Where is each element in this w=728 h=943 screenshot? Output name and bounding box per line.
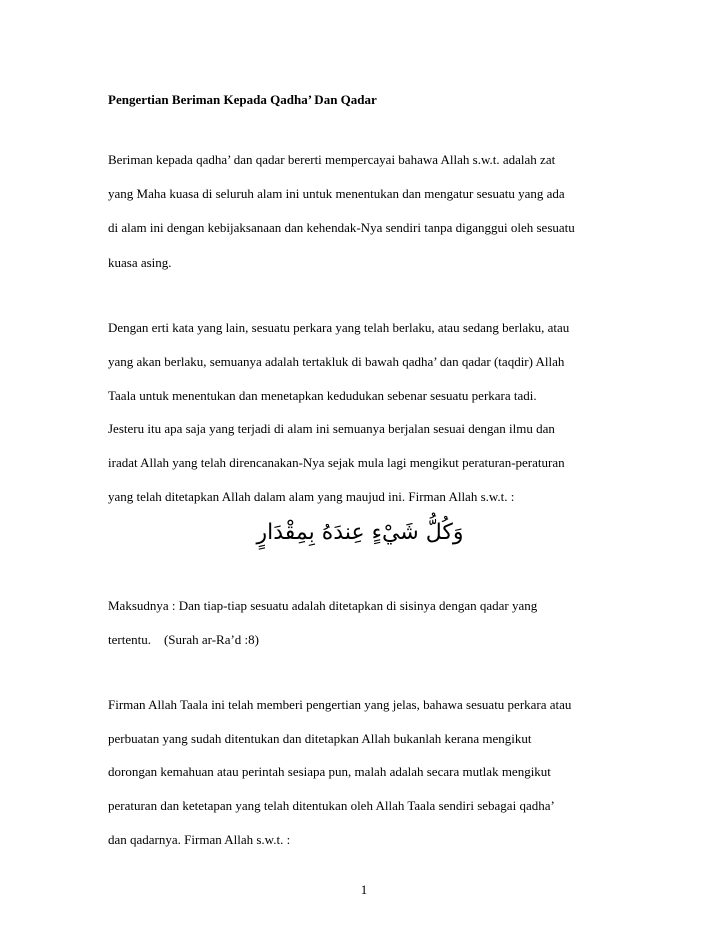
paragraph-3-line-1: Maksudnya : Dan tiap-tiap sesuatu adalah ditetapkan di sisinya dengan qadar yang [108, 598, 538, 613]
paragraph-4-line-4: peraturan dan ketetapan yang telah ditentukan oleh Allah Taala sendiri sebagai qadha’ [108, 798, 555, 813]
paragraph-2-line-3: Taala untuk menentukan dan menetapkan kedudukan sebenar sesuatu perkara tadi. [108, 388, 537, 403]
paragraph-2-line-6: yang telah ditetapkan Allah dalam alam yang maujud ini. Firman Allah s.w.t. : [108, 489, 515, 504]
paragraph-3-line-2: tertentu. (Surah ar-Ra’d :8) [108, 632, 259, 647]
paragraph-4-line-2: perbuatan yang sudah ditentukan dan ditetapkan Allah bukanlah kerana mengikut [108, 731, 532, 746]
paragraph-1-line-2: yang Maha kuasa di seluruh alam ini untuk menentukan dan mengatur sesuatu yang ada [108, 186, 565, 201]
arabic-verse: وَكُلُّ شَيْءٍ عِندَهُ بِمِقْدَارٍ [256, 520, 464, 545]
paragraph-2-line-4: Jesteru itu apa saja yang terjadi di alam ini semuanya berjalan sesuai dengan ilmu dan [108, 421, 555, 436]
page-number: 1 [360, 882, 368, 897]
paragraph-2-line-1: Dengan erti kata yang lain, sesuatu perkara yang telah berlaku, atau sedang berlaku, atau [108, 320, 570, 335]
paragraph-1-line-3: di alam ini dengan kebijaksanaan dan kehendak-Nya sendiri tanpa diganggui oleh sesuatu [108, 220, 575, 235]
paragraph-4-line-1: Firman Allah Taala ini telah memberi pengertian yang jelas, bahawa sesuatu perkara atau [108, 697, 572, 712]
paragraph-4-line-5: dan qadarnya. Firman Allah s.w.t. : [108, 832, 291, 847]
paragraph-1-line-4: kuasa asing. [108, 255, 172, 270]
paragraph-1-line-1: Beriman kepada qadha’ dan qadar bererti mempercayai bahawa Allah s.w.t. adalah zat [108, 152, 556, 167]
paragraph-2-line-5: iradat Allah yang telah direncanakan-Nya sejak mula lagi mengikut peraturan-peraturan [108, 455, 565, 470]
document-title: Pengertian Beriman Kepada Qadha’ Dan Qadar [108, 92, 377, 107]
paragraph-2-line-2: yang akan berlaku, semuanya adalah tertakluk di bawah qadha’ dan qadar (taqdir) Allah [108, 354, 565, 369]
paragraph-4-line-3: dorongan kemahuan atau perintah sesiapa pun, malah adalah secara mutlak mengikut [108, 764, 551, 779]
